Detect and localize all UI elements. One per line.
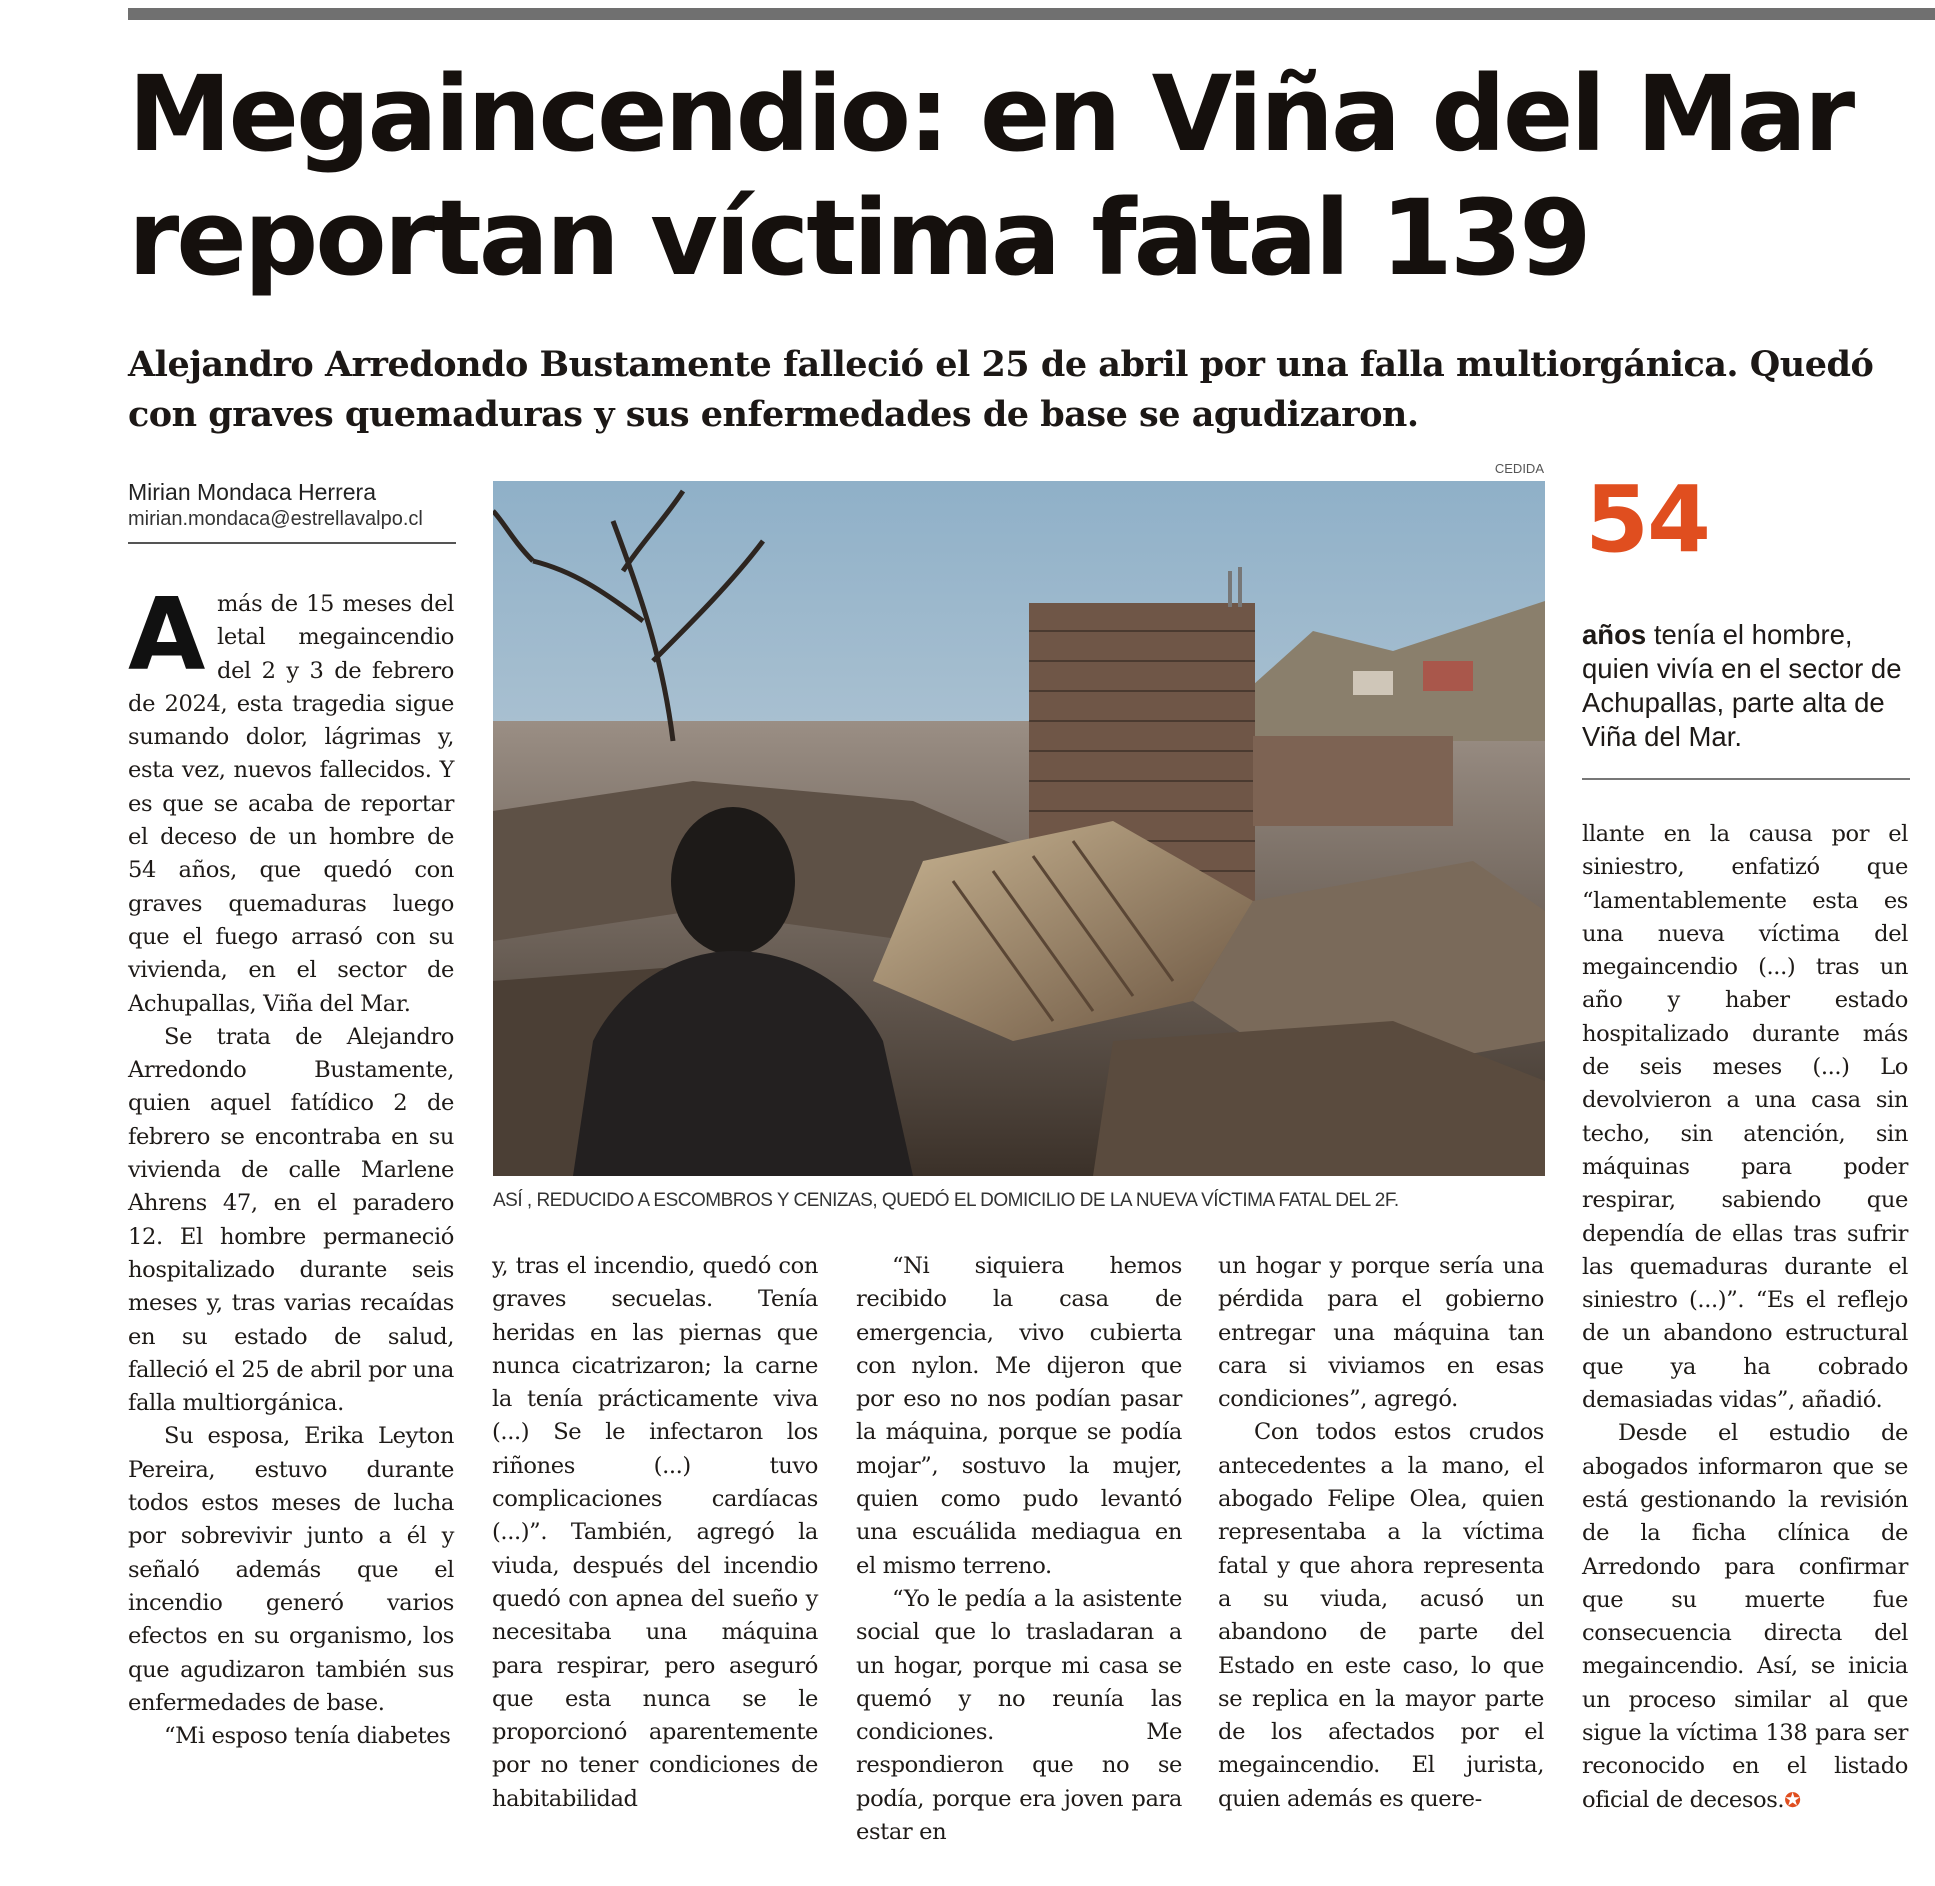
paragraph <box>1582 1417 1908 1817</box>
headline-line-2: reportan víctima fatal 139 <box>128 177 1589 299</box>
article-column-5 <box>1582 818 1908 1817</box>
paragraph: Su esposa, Erika Leyton Pereira, estuvo durante todos estos meses de lucha por sobrevivir junto a él y señaló además que el incendio generó varios efectos en su organismo, los que agudizaron también sus enfermedades de base. <box>128 1423 454 1716</box>
end-mark-icon: ✪ <box>1784 1787 1801 1812</box>
byline-divider <box>128 542 456 544</box>
paragraph: llante en la causa por el siniestro, enfatizó que “lamentablemente esta es una nueva víctima del megaincendio (...) tras un año y haber estado hospitalizado durante más de seis meses (...) Lo devolvieron a una casa sin techo, sin atención, sin máquinas para poder respirar, sabiendo que dependía de ellas tras sufrir las quemaduras durante el siniestro (...)”. “Es el reflejo de un abandono estructural que ya ha cobrado demasiadas vidas”, añadió. <box>1582 821 1908 1414</box>
paragraph: Se trata de Alejandro Arredondo Bustamente, quien aquel fatídico 2 de febrero se encontraba en su vivienda de calle Marlene Ahrens 47, en el paradero 12. El hombre permaneció hospitalizado durante seis meses y, tras varias recaídas en su estado de salud, falleció el 25 de abril por una falla multiorgánica. <box>128 1023 454 1417</box>
paragraph: y, tras el incendio, quedó con graves secuelas. Tenía heridas en las piernas que nunca cicatrizaron; la carne la tenía prácticamente viva (...) Se le infectaron los riñones (...) tuvo complicaciones cardíacas (...)”. También, agregó la viuda, después del incendio quedó con apnea del sueño y necesitaba una máquina para respirar, pero aseguró que esta nunca se le proporcionó aparentemente por no tener condiciones de habitabilidad <box>492 1253 818 1812</box>
stat-text <box>1582 618 1912 754</box>
article-column-4 <box>1218 1250 1544 1816</box>
paragraph: “Ni siquiera hemos recibido la casa de emergencia, vivo cubierta con nylon. Me dijeron que por eso no nos podían pasar la máquina, porque se podía mojar”, sostuvo la mujer, quien como pudo levantó una escuálida mediagua en el mismo terreno. <box>856 1253 1182 1579</box>
photo-caption: ASÍ , REDUCIDO A ESCOMBROS Y CENIZAS, QUEDÓ EL DOMICILIO DE LA NUEVA VÍCTIMA FATAL DEL 2F. <box>493 1190 1399 1211</box>
headline <box>128 52 1918 300</box>
paragraph-text: más de 15 meses del letal megaincendio del 2 y 3 de febrero de 2024, esta tragedia sigue sumando dolor, lágrimas y, esta vez, nuevos fallecidos. Y es que se acaba de reportar el deceso de un hombre de 54 años, que quedó con graves quemaduras luego que el fuego arrasó con su vivienda, en el sector de Achupallas, Viña del Mar. <box>128 591 454 1017</box>
article-column-2 <box>492 1250 818 1816</box>
paragraph: Con todos estos crudos antecedentes a la mano, el abogado Felipe Olea, quien representaba a la víctima fatal y que ahora representa a su viuda, acusó un abandono de parte del Estado en este caso, lo que se replica en la mayor parte de los afectados por el megaincendio. El jurista, quien además es quere- <box>1218 1419 1544 1812</box>
author-email[interactable]: mirian.mondaca@estrellavalpo.cl <box>128 508 423 530</box>
paragraph: “Mi esposo tenía diabetes <box>164 1723 451 1750</box>
byline <box>128 478 458 532</box>
dropcap: A <box>128 576 205 693</box>
paragraph: un hogar y porque sería una pérdida para el gobierno entregar una máquina tan cara si viviamos en esas condiciones”, agregó. <box>1218 1253 1544 1413</box>
article-photo <box>493 481 1545 1176</box>
stat-label-bold: años <box>1582 619 1647 650</box>
stat-label-rest: tenía el hombre, quien vivía en el sector de Achupallas, parte alta de Viña del Mar. <box>1582 619 1902 752</box>
top-rule <box>128 8 1935 20</box>
headline-line-1: Megaincendio: en Viña del Mar <box>128 53 1853 175</box>
paragraph-text: Desde el estudio de abogados informaron que se está gestionando la revisión de la ficha clínica de Arredondo para confirmar que su muerte fue consecuencia directa del megaincendio. Así, se inicia un proceso similar al que sigue la víctima 138 para ser reconocido en el listado oficial de decesos. <box>1582 1420 1908 1813</box>
stat-number: 54 <box>1585 466 1710 573</box>
subhead: Alejandro Arredondo Bustamente falleció el 25 de abril por una falla multiorgánica. Quedó con graves quemaduras y sus enfermedades de base se agudizaron. <box>128 344 1874 435</box>
article-column-3 <box>856 1250 1182 1849</box>
paragraph: “Yo le pedía a la asistente social que lo trasladaran a un hogar, porque mi casa se quemó y no reunía las condiciones. Me respondieron que no se podía, porque era joven para estar en <box>856 1585 1182 1846</box>
article-column-1 <box>128 576 454 1753</box>
author-name: Mirian Mondaca Herrera <box>128 479 376 505</box>
fire-ruins-illustration <box>493 481 1545 1176</box>
paragraph <box>128 576 454 1021</box>
stat-divider <box>1582 778 1910 780</box>
photo-credit: CEDIDA <box>1494 461 1544 476</box>
